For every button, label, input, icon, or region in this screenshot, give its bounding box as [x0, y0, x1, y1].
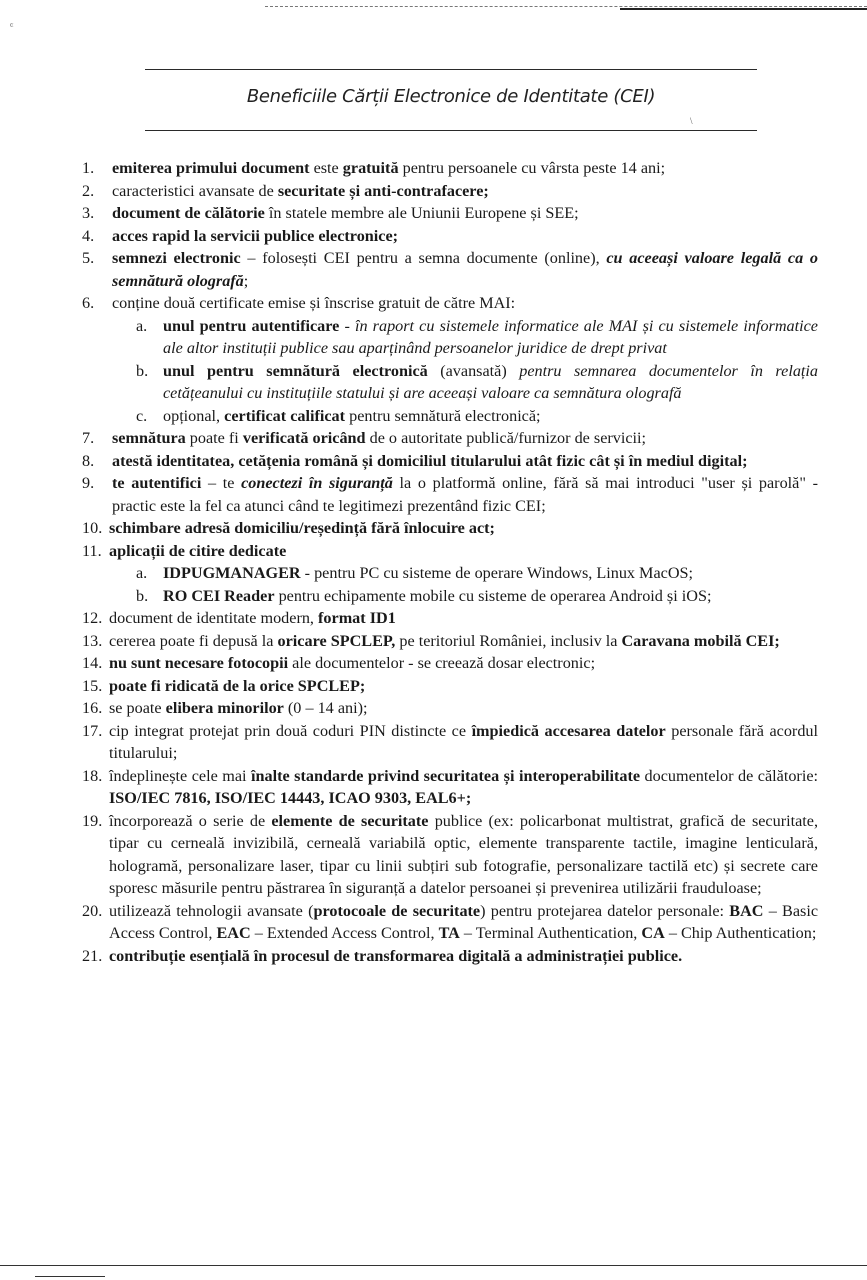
text-run: este	[309, 159, 343, 177]
list-item-number: 18.	[82, 766, 103, 785]
page-title: Beneficiile Cărții Electronice de Identitate (CEI)	[246, 86, 656, 107]
sub-list-item-letter: b.	[136, 586, 149, 605]
text-run: CA	[641, 924, 665, 942]
text-run: publice (ex: policarbonat multistrat, grafică de securitate, tipar cu cerneală invizibilă, cerneală variabilă optic, elemente transparente tactile, imagine lenticulară, hologramă, personalizare laser, tipar cu linii subțiri sub fotografie, personalizare tactilă etc) și secrete care sporesc măsurile pentru păstrarea în siguranță a datelor persoanei și prevenirea utilizării frauduloase;	[109, 811, 819, 897]
text-run: conectezi în siguranță	[241, 474, 393, 492]
list-item-number: 17.	[82, 721, 103, 740]
sub-list-item	[82, 315, 818, 360]
text-run: Caravana mobilă CEI;	[621, 631, 780, 650]
text-run: conține două certificate emise și înscrise gratuit de către MAI:	[112, 294, 516, 312]
list-item	[82, 157, 818, 180]
text-run: acces rapid la servicii publice electronice;	[112, 226, 399, 245]
text-run: personale fără acordul titularului;	[109, 721, 818, 762]
list-item-number: 19.	[82, 811, 103, 830]
title-rule-bottom	[145, 130, 757, 131]
text-run: utilizează tehnologii avansate (	[109, 901, 314, 920]
text-run: poate fi ridicată de la orice SPCLEP;	[109, 676, 366, 695]
text-run: ale documentelor - se creează dosar electronic;	[288, 654, 596, 672]
text-run: emiterea primului document	[112, 159, 310, 177]
text-run: (avansată)	[427, 361, 507, 380]
text-run: cu aceeași valoare legală ca o semnătură olografă	[112, 249, 818, 290]
text-run: unul pentru autentificare	[163, 316, 340, 335]
text-run: în statele membre ale Uniunii Europene și SEE;	[264, 204, 579, 222]
list-item-number: 15.	[82, 676, 103, 695]
list-item-number: 14.	[82, 654, 103, 672]
text-run: document de identitate modern,	[109, 609, 319, 627]
text-run: unul pentru semnătură electronică	[163, 361, 428, 380]
sub-list-item	[82, 360, 818, 405]
text-run: BAC	[729, 901, 764, 920]
list-item-number: 1.	[82, 159, 95, 177]
text-run: caracteristici avansate de	[112, 181, 278, 200]
list-item-number: 7.	[82, 429, 95, 447]
text-run: protocoale de securitate	[313, 901, 481, 920]
list-item-number: 11.	[82, 541, 102, 560]
list-item-number: 4.	[82, 226, 95, 245]
list-item	[82, 607, 818, 630]
scan-artifact-top-edge	[620, 8, 867, 10]
list-item	[82, 630, 818, 653]
text-run: atestă identitatea, cetățenia română și domiciliul titularului atât fizic cât și în mediul digital;	[112, 451, 748, 470]
text-run: EAC	[216, 924, 251, 942]
text-run: cererea poate fi depusă la	[109, 631, 278, 650]
text-run: se poate	[109, 699, 166, 717]
list-item-number: 3.	[82, 204, 95, 222]
text-run: – Basic Access Control,	[109, 901, 818, 942]
list-item-number: 16.	[82, 699, 103, 717]
text-run: documentelor de călătorie:	[640, 766, 818, 785]
list-item-number: 12.	[82, 609, 103, 627]
text-run: ISO/IEC 7816, ISO/IEC 14443, ICAO 9303, EAL6+;	[109, 789, 472, 807]
text-run: pe teritoriul României, inclusiv la	[395, 631, 622, 650]
list-item	[82, 180, 818, 203]
list-item	[82, 900, 818, 945]
text-run: poate fi	[185, 429, 243, 447]
text-run: gratuită	[342, 159, 399, 177]
list-item	[82, 225, 818, 248]
text-run: semnezi electronic	[112, 249, 241, 267]
text-run: – Chip Authentication;	[664, 924, 817, 942]
sub-list-item-letter: a.	[136, 316, 148, 335]
text-run: IDPUGMANAGER	[163, 564, 301, 582]
text-run: de o autoritate publică/furnizor de servicii;	[365, 429, 647, 447]
text-run: ;	[243, 271, 249, 290]
text-run: (0 – 14 ani);	[283, 699, 368, 717]
text-run: oricare SPCLEP,	[277, 631, 396, 650]
scan-artifact-bottom-line	[0, 1265, 867, 1266]
text-run: document de călătorie	[112, 204, 265, 222]
text-run: - în raport cu sistemele informatice ale MAI și cu sistemele informatice ale altor instituții publice sau aparținând persoanelor juridice de drept privat	[163, 316, 818, 357]
list-item-number: 9.	[82, 474, 95, 492]
text-run: împiedică accesarea datelor	[471, 721, 666, 740]
list-item	[82, 697, 818, 720]
sub-list-item	[82, 562, 818, 585]
text-run: pentru semnarea documentelor în relația cetățeanului cu instituțiile statului și are aceeași valoare ca semnătura olografă	[163, 361, 818, 402]
list-item	[82, 720, 818, 765]
text-run: – Terminal Authentication,	[459, 924, 642, 942]
text-run: pentru semnătură electronică;	[345, 406, 541, 425]
list-item-number: 2.	[82, 181, 95, 200]
text-run: contribuție esențială în procesul de transformarea digitală a administrației publice.	[109, 946, 683, 965]
text-run: cip integrat protejat prin două coduri PIN distincte ce	[109, 721, 472, 740]
text-run: RO CEI Reader	[163, 586, 275, 605]
sub-list-item-letter: c.	[136, 406, 148, 425]
text-run: – folosești CEI pentru a semna documente (online),	[240, 249, 607, 267]
text-run: elibera minorilor	[165, 699, 284, 717]
list-item	[82, 652, 818, 675]
text-run: TA	[438, 924, 460, 942]
text-run: schimbare adresă domiciliu/reședință fără înlocuire act;	[109, 519, 495, 537]
text-run: securitate și anti-contrafacere;	[277, 181, 489, 200]
list-item-number: 6.	[82, 294, 95, 312]
text-run: semnătura	[112, 429, 186, 447]
text-run: pentru persoanele cu vârsta peste 14 ani;	[398, 159, 666, 177]
list-item	[82, 247, 818, 292]
text-run: pentru echipamente mobile cu sisteme de operarea Android și iOS;	[274, 586, 712, 605]
title-rule-top	[145, 69, 757, 70]
sub-list-item	[82, 405, 818, 428]
text-run: nu sunt necesare fotocopii	[109, 654, 289, 672]
list-item	[82, 472, 818, 517]
list-item-number: 20.	[82, 901, 103, 920]
text-run: ) pentru protejarea datelor personale:	[480, 901, 730, 920]
text-run: – te	[201, 474, 242, 492]
text-run: te autentifici	[112, 474, 202, 492]
scan-artifact-tick: \	[690, 116, 693, 126]
list-item	[82, 675, 818, 698]
list-item-number: 5.	[82, 249, 95, 267]
list-item	[82, 450, 818, 473]
list-item-number: 8.	[82, 451, 95, 470]
text-run: verificată oricând	[242, 429, 366, 447]
list-item	[82, 945, 818, 968]
list-item-number: 10.	[82, 519, 103, 537]
sub-list-item	[82, 585, 818, 608]
scan-artifact-margin-mark: ͼ	[10, 20, 14, 29]
text-run: elemente de securitate	[271, 811, 429, 830]
text-run: – Extended Access Control,	[250, 924, 439, 942]
list-item	[82, 810, 818, 900]
text-run: aplicații de citire dedicate	[109, 541, 287, 560]
text-run: - pentru PC cu sisteme de operare Windows, Linux MacOS;	[300, 564, 694, 582]
list-item	[82, 540, 818, 563]
list-item	[82, 427, 818, 450]
text-run: format ID1	[318, 609, 396, 627]
list-item	[82, 765, 818, 810]
text-run: încorporează o serie de	[109, 811, 272, 830]
list-item-number: 13.	[82, 631, 103, 650]
text-run: la o platformă online, fără să mai introduci "user și parolă" - practic este la fel ca atunci când te legitimezi prezentând fizic CEI;	[112, 474, 818, 515]
text-run: înalte standarde privind securitatea și interoperabilitate	[251, 766, 641, 785]
list-item	[82, 517, 818, 540]
text-run: certificat calificat	[224, 406, 346, 425]
list-item	[82, 202, 818, 225]
text-run: opțional,	[163, 406, 225, 425]
text-run: îndeplinește cele mai	[109, 766, 252, 785]
sub-list-item-letter: b.	[136, 361, 149, 380]
list-item-number: 21.	[82, 946, 103, 965]
scan-artifact-bottom-mark	[35, 1276, 105, 1277]
sub-list-item-letter: a.	[136, 564, 148, 582]
benefits-list	[82, 157, 818, 967]
list-item	[82, 292, 818, 315]
